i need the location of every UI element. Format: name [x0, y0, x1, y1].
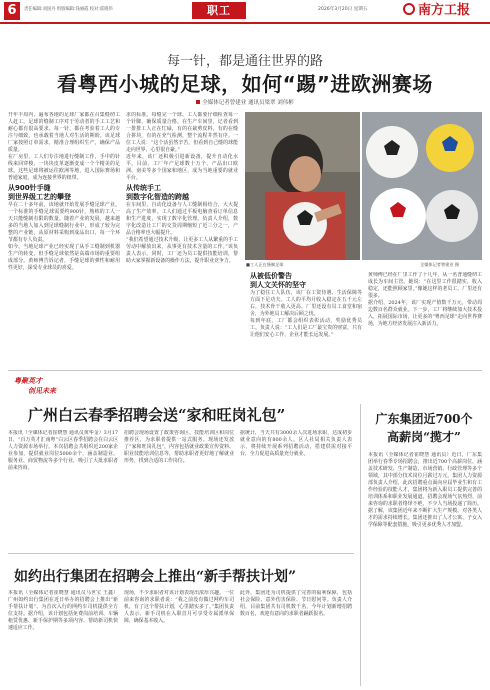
footballs-photo-image	[362, 112, 482, 260]
issue-date: 2026年3月20日 星期五	[318, 7, 368, 12]
byline-marker-icon	[196, 100, 200, 104]
article-column-2	[126, 112, 238, 367]
headline-ruyue-mobility: 如约出行集团在招聘会上推出“新手帮扶计划”	[14, 569, 297, 585]
paragraph: 早在二十多年前，该地就开始发展手缝足球产业。一个标准的手缝足球需要约900针，熟练的工人一天只能缝制有限的数量。随着产业的发展，越来越多的当地人加入到足球缝制行业中，形成了较为完整的产业链，从原材料采购到成品出口，每一个环节都有专人负责。	[8, 202, 120, 243]
section-divider	[8, 370, 482, 371]
article-c-column-3: 此外，集团还为司机提供了完善的福利保障，包括社会保险、意外伤害保险、节日慰问等。负责人介绍，目前集团共有司机数千名，今年计划新增招聘数百名，欢迎有意向的求职者踊跃报名。	[240, 590, 352, 617]
editor-credits: 责任编辑:刘国丹 组版编辑:钱丽霞 校对:霍晓伟	[24, 7, 113, 12]
article-a-column-3: 据统计，当天共有3000余人次进场求职，达成初步就业意向的有800余人。区人社局相关负责人表示，将持续开展系列招聘活动，搭建供需对接平台，全力促进高质量充分就业。	[240, 430, 352, 457]
headline-guangdong-group	[364, 410, 484, 446]
subheading: 从被低价警告	[250, 272, 292, 280]
logo-icon	[403, 3, 415, 15]
headline-baiyun-job-fair: 广州白云春季招聘会送“家和旺岗礼包”	[28, 406, 286, 424]
paragraph: 在厂房里，工人们专注地进行缝制工作，手中的针线来回穿梭，一块块皮革逐渐变成一个个精美的足球。这些足球将被运往欧洲等地，进入国际赛场和普通家庭，成为连接世界的纽带。	[8, 154, 120, 181]
worker-photo-image	[245, 112, 360, 260]
paragraph: 开年丰周内，遍布各地的足球厂家都在召集缝纫工人赶工。足球的缝制工序对于劳动者的手工工艺和耐心都有很高要求。每一针，都在考验着工人的专注与细致，也承载着当地人对生活的期盼。该足球厂家按照订单需求，精准合理组织生产，确保产品质量。	[8, 112, 120, 153]
photo-credit: 全媒体记者曾建业 摄	[420, 262, 460, 267]
photo-worker-stitching	[245, 112, 360, 260]
subheading: 到世界级工艺的攀登	[8, 193, 71, 201]
paragraph: 每到年底，工厂都会组织表彰活动，奖励优秀员工。负责人说：“工人们是工厂最宝贵的财富，只有让他们安心工作，企业才能长远发展。”	[250, 318, 362, 338]
logo-text: 南方工报	[418, 3, 471, 18]
photo-caption: ■工人正在缝制足球	[246, 262, 284, 267]
article-c-column-1: 本报讯（全媒体记者崔晓慧 通讯员马世宝 王鑫）广州如约出行集团在近日举办的招聘会上推出“新手帮扶计划”，为首次入行的网约车司机提供全方位支持。据介绍，该计划包括免费岗前培训、车辆租赁优惠、新手保护期等多项内容，帮助新司机快速适应工作。	[8, 590, 118, 631]
paragraph: 近年来，该厂还积极引进新设备，提升自动化水平。目前，工厂年产足球数十万个，产品出口欧洲、南美等多个国家和地区，成为当地重要的就业平台。	[126, 154, 238, 181]
paragraph: 如今，当地足球产业已经实现了从手工缝制到机器生产的转变，但手缝足球依然是高端市场的重要组成部分。黄师傅告诉记者，手缝足球的弹性和耐用性更好，深受专业球员的喜爱。	[8, 244, 120, 271]
paragraph: 为了稳住工人队伍，该厂在工资待遇、生活保障等方面下足功夫。工人的平均月收入稳定在五千元左右，技术骨干收入更高。厂里还设有员工食堂和宿舍，为外地员工解决后顾之忧。	[250, 290, 362, 317]
newspaper-logo	[403, 2, 487, 20]
paragraph: 据介绍，2024年，该厂实现产值数千万元，带动周边数百名群众就业。下一步，工厂将继续加大技术投入，拓展国际市场，让更多的“粤西足球”走向世界赛场，为地方经济发展注入新活力。	[368, 300, 482, 327]
subheading: 从900针手缝	[8, 184, 51, 192]
article-column-3	[250, 272, 362, 367]
section-banner-line2: 创见未来	[28, 387, 56, 395]
subheading: 到人文关怀的坚守	[250, 281, 306, 289]
headline-line: 高薪岗“揽才”	[387, 430, 461, 444]
headline-line: 广东集团近700个	[375, 412, 473, 426]
article-b-body: 本报讯（全媒体记者崔晓慧 通讯员）近日，广东集团举行春季专场招聘会，推出近700个高薪岗位，涵盖技术研发、生产制造、市场营销、行政管理等多个领域，其中部分技术岗位月薪过万元。集团人力资源部负责人介绍，此次招聘重点面向应届毕业生和有工作经验的技能人才，集团将为新入职员工提供完善的培训体系和职业发展通道。招聘会现场气氛热烈，前来咨询的求职者络绎不绝，不少人当场投递了简历。据了解，该集团近年来不断扩大生产规模，对各类人才的需求持续增长。集团还推出了人才公寓、子女入学保障等配套措施，吸引更多优秀人才加盟。	[368, 452, 482, 528]
paragraph: 黄师傅已经在厂里工作了十几年，从一名普通缝纫工成长为车间主管。她说：“在这里工作很踏实，收入稳定，还能照顾家里。”像她这样的老员工，厂里还有很多。	[368, 272, 482, 299]
article-divider	[8, 553, 354, 554]
subheading: 到数字化智造的跨越	[126, 193, 189, 201]
paragraph: “我们希望通过技术升级，让更多工人从繁重的手工劳动中解放出来，从事更有技术含量的工作。”该负责人表示。同时，工厂还为员工提供技能培训，帮助大家掌握新设备的操作方法，提升职业竞争力。	[126, 237, 238, 264]
byline-text: 全媒体记者曾建业 通讯员梁翠 刘伟彬	[202, 100, 294, 106]
photo-footballs	[362, 112, 482, 260]
section-banner-line1: 粤聚英才	[14, 377, 42, 385]
article-a-column-2: 招聘会现场设置了政策咨询区、技能培训区和岗位推荐区，为求职者提供一站式服务。现场还发放了“家和旺岗礼包”，内容包括就业政策宣传资料、职业技能培训信息等，帮助求职者更好地了解就业形势，找到合适的工作岗位。	[124, 430, 234, 464]
subheading: 从传统手工	[126, 184, 161, 192]
article-headline: 看粤西小城的足球，如何“踢”进欧洲赛场	[57, 72, 433, 96]
article-c-column-2: 现场，不少求职者对该计划表现出浓厚兴趣。一位前来咨询的求职者说：“我之前没有做过网约车司机，有了这个帮扶计划，心里踏实多了。”集团负责人表示，新手司机在入职首月可享受专属派单保障，确保基本收入。	[124, 590, 234, 624]
column-divider	[360, 404, 361, 686]
page-number: 6	[4, 2, 20, 20]
paragraph: 在车间里，自动化设备与人工缝制相结合，大大提高了生产效率。工人们通过平板电脑查看订单信息和生产进度，实现了数字化管理。负责人介绍，数字化改造让工厂的交货周期缩短了近三分之一，产品合格率也大幅提升。	[126, 202, 238, 236]
article-column-1	[8, 112, 120, 367]
paragraph: 求的标准。每缝完一个球，工人都要仔细检查每一个针脚，确保质量合格。在生产车间里，记者看到一排排工人正在忙碌，有的在裁剪皮料，有的在缝合拼块，有的在充气检测，整个流程井然有序。一位工人说：“这个活虽然辛苦，但看到自己缝的球能走向世界，心里很自豪。”	[126, 112, 238, 153]
section-label: 职工	[192, 2, 246, 19]
header-rule	[0, 22, 490, 24]
article-byline	[0, 98, 490, 106]
article-column-4	[368, 272, 482, 367]
article-a-column-1: 本报讯（全媒体记者崔晓慧 通讯员黄华金）3月17日，“百万英才汇南粤”白云区春季招聘会在白云区人力资源市场举行。本次招聘会共组织近200家企业参加，提供就业岗位5000余个，涵盖制造业、服务业、商贸物流等多个行业，吸引了大批求职者前来咨询。	[8, 430, 118, 471]
article-kicker: 每一针，都是通往世界的路	[166, 54, 323, 69]
